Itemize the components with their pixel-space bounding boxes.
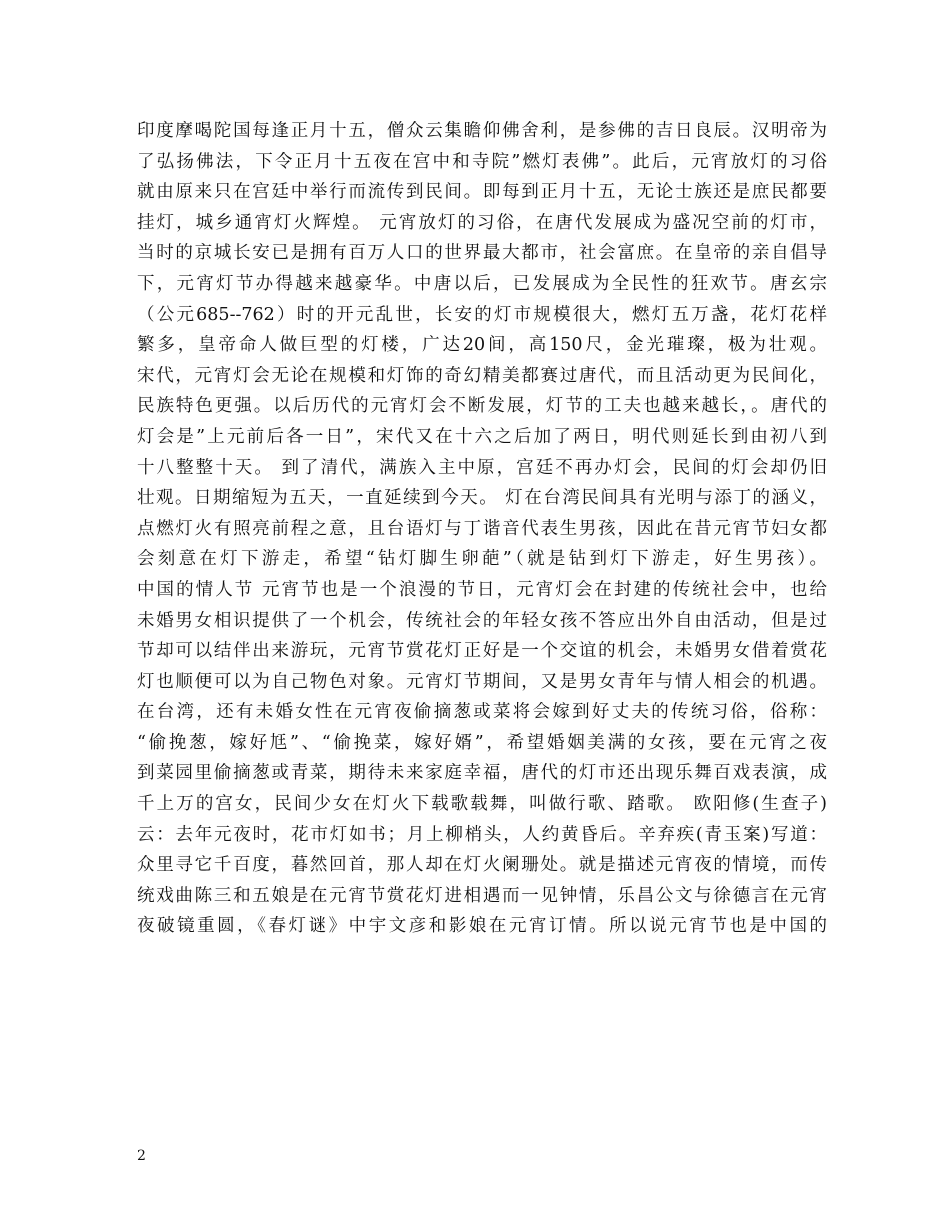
text-line: 中国的情人节 元宵节也是一个浪漫的节日，元宵灯会在封建的传统社会中，也给 (137, 579, 827, 600)
text-line: 众里寻它千百度，暮然回首，那人却在灯火阑珊处。就是描述元宵夜的情境，而传 (137, 855, 827, 876)
text-line: 统戏曲陈三和五娘是在元宵节赏花灯进相遇而一见钟情，乐昌公文与徐德言在元宵 (137, 885, 827, 906)
text-line: 繁多，皇帝命人做巨型的灯楼，广达20间，高150尺，金光璀璨，极为壮观。 (137, 335, 827, 356)
text-line: “偷挽葱，嫁好尪”、“偷挽菜，嫁好婿”，希望婚姻美满的女孩，要在元宵之夜 (137, 732, 827, 753)
text-line: （公元685--762）时的开元乱世，长安的灯市规模很大，燃灯五万盏，花灯花样 (137, 304, 827, 325)
text-line: 灯会是”上元前后各一日”，宋代又在十六之后加了两日，明代则延长到由初八到 (137, 426, 827, 447)
text-line: 到菜园里偷摘葱或青菜，期待未来家庭幸福，唐代的灯市还出现乐舞百戏表演，成 (137, 763, 827, 784)
text-line: 未婚男女相识提供了一个机会，传统社会的年轻女孩不答应出外自由活动，但是过 (137, 610, 827, 631)
page-number: 2 (137, 1148, 146, 1164)
text-line: 民族特色更强。以后历代的元宵灯会不断发展，灯节的工夫也越来越长，。唐代的 (137, 396, 827, 417)
text-line: 了弘扬佛法，下令正月十五夜在宫中和寺院”燃灯表佛”。此后，元宵放灯的习俗 (137, 151, 827, 172)
text-line: 就由原来只在宫廷中举行而流传到民间。即每到正月十五，无论士族还是庶民都要 (137, 182, 827, 203)
text-line: 灯也顺便可以为自己物色对象。元宵灯节期间，又是男女青年与情人相会的机遇。 (137, 671, 827, 692)
text-line: 宋代，元宵灯会无论在规模和灯饰的奇幻精美都赛过唐代，而且活动更为民间化， (137, 365, 827, 386)
text-line: 挂灯，城乡通宵灯火辉煌。 元宵放灯的习俗，在唐代发展成为盛况空前的灯市， (137, 212, 827, 233)
text-line: 下，元宵灯节办得越来越豪华。中唐以后，已发展成为全民性的狂欢节。唐玄宗 (137, 273, 827, 294)
text-line: 节却可以结伴出来游玩，元宵节赏花灯正好是一个交谊的机会，未婚男女借着赏花 (137, 641, 827, 662)
text-line: 夜破镜重圆，《春灯谜》中宇文彦和影娘在元宵订情。所以说元宵节也是中国的 (137, 916, 827, 937)
body-text (137, 116, 827, 942)
text-line: 点燃灯火有照亮前程之意，且台语灯与丁谐音代表生男孩，因此在昔元宵节妇女都 (137, 518, 827, 539)
text-line: 会刻意在灯下游走，希望“钻灯脚生卵葩”（就是钻到灯下游走，好生男孩）。 (137, 549, 827, 570)
text-line: 壮观。日期缩短为五天，一直延续到今天。 灯在台湾民间具有光明与添丁的涵义， (137, 488, 827, 509)
text-line: 在台湾，还有未婚女性在元宵夜偷摘葱或菜将会嫁到好丈夫的传统习俗，俗称： (137, 702, 827, 723)
text-line: 云：去年元夜时，花市灯如书；月上柳梢头，人约黄昏后。辛弃疾(青玉案)写道： (137, 824, 827, 845)
text-line: 十八整整十天。 到了清代，满族入主中原，宫廷不再办灯会，民间的灯会却仍旧 (137, 457, 827, 478)
text-line: 印度摩喝陀国每逢正月十五，僧众云集瞻仰佛舍利，是参佛的吉日良辰。汉明帝为 (137, 121, 827, 141)
text-line: 千上万的宫女，民间少女在灯火下载歌载舞，叫做行歌、踏歌。 欧阳修(生查子) (137, 794, 827, 815)
text-line: 当时的京城长安已是拥有百万人口的世界最大都市，社会富庶。在皇帝的亲自倡导 (137, 243, 827, 264)
